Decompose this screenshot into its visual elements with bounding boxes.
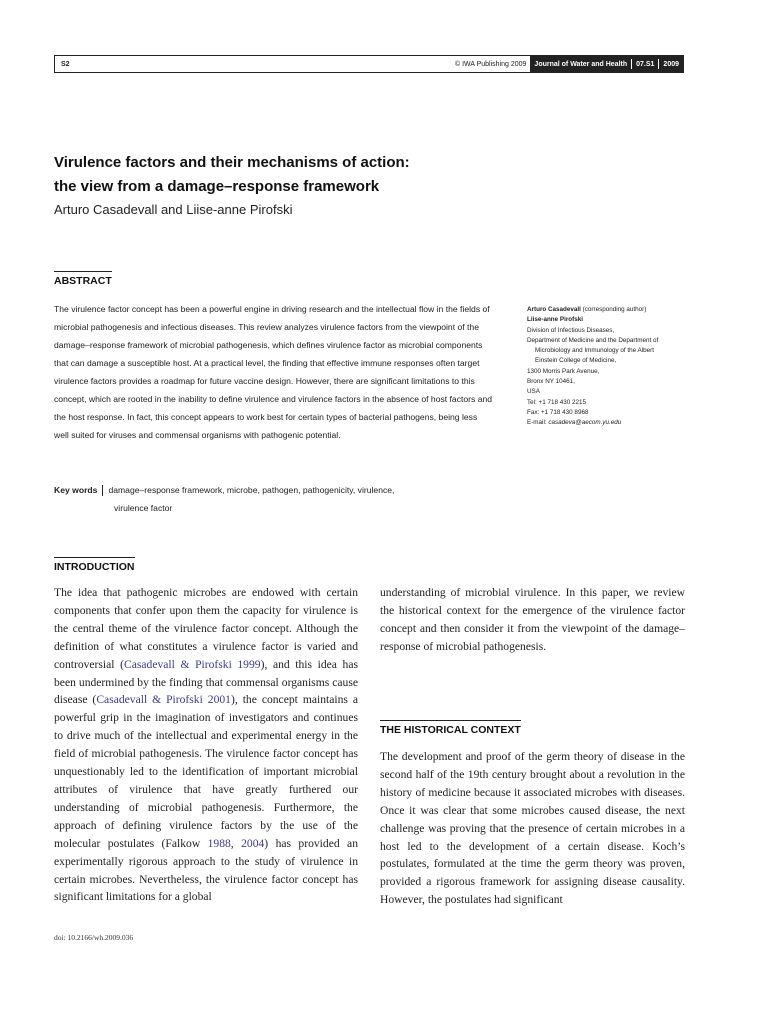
keywords [54, 481, 494, 517]
body-text: , [230, 836, 242, 850]
keywords-line-1: damage–response framework, microbe, pathogen, pathogenicity, virulence, [108, 485, 395, 495]
affil-line: USA [527, 388, 540, 396]
body-text: The idea that pathogenic microbes are endowed with certain components that confer upon them the capacity for virulence is the central theme of the virulence factor concept. Although the definition of what constitutes a virulence factor is varied and controversial ( [54, 586, 358, 671]
separator [102, 485, 103, 496]
historical-context-text: The development and proof of the germ theory of disease in the second half of the 19th century brought about a revolution in the history of medicine because it associated microbes with diseases. Once it was clear that some microbes caused disease, the next challenge was proving that the presence of certain microbes in a host led to the development of a certain disease. Koch’s postulates, formulated at the time the germ theory was proven, provided a rigorous framework for assigning disease causality. However, the postulates had significant [380, 750, 685, 907]
body-text: ), the concept maintains a powerful grip in the imagination of investigators and continues to drive much of the intellectual and experimental energy in the field of microbial pathogenesis. The virulence factor concept has unquestionably led to the identification of important microbial attributes of virulence that have greatly furthered our understanding of microbial pathogenesis. Furthermore, the approach of defining virulence factors by the use of the molecular postulates (Falkow [54, 693, 359, 850]
title-line-2: the view from a damage–response framework [54, 178, 380, 195]
body-text: ), and this idea has been undermined by the finding that commensal organisms cause disease ( [54, 657, 358, 707]
keywords-label: Key words [54, 485, 98, 495]
abstract-heading: ABSTRACT [54, 271, 112, 287]
author-list: Arturo Casadevall and Liise-anne Pirofski [54, 202, 293, 217]
affil-line: Division of Infectious Diseases, [527, 326, 615, 334]
affil-fax: Fax: +1 718 430 8968 [527, 408, 589, 416]
running-header [54, 55, 684, 73]
journal-volume: 07.S1 [636, 60, 655, 68]
separator [631, 59, 632, 69]
page-number: S2 [61, 60, 70, 68]
affil-line: Einstein College of Medicine, [535, 357, 617, 365]
separator [658, 59, 659, 69]
journal-year: 2009 [663, 60, 679, 68]
abstract-text: The virulence factor concept has been a powerful engine in driving research and the intellectual flow in the fields of microbial pathogenesis and infectious diseases. This review analyzes virulence factors from the viewpoint of the damage–response framework of microbial pathogenesis, which defines virulence factor as microbial components that can damage a susceptible host. At a practical level, the finding that effective immune responses often target virulence factors provides a roadmap for future vaccine design. However, there are significant limitations to this concept, which are rooted in the inability to define virulence and virulence factors in the absence of host factors and the host response. In fact, this concept appears to work best for certain types of bacterial pathogens, being less well suited for viruses and commensal organisms with pathogenic potential. [54, 304, 493, 440]
citation-link[interactable]: 2004 [241, 836, 265, 850]
citation-link[interactable]: 1988 [207, 836, 231, 850]
affil-line: Department of Medicine and the Department of [527, 336, 659, 344]
affil-email[interactable]: casadeva@aecom.yu.edu [548, 419, 622, 427]
keywords-line-2: virulence factor [114, 503, 173, 513]
citation-link[interactable]: Casadevall & Pirofski 1999 [123, 657, 261, 671]
affil-tel: Tel: +1 718 430 2215 [527, 398, 586, 406]
journal-name: Journal of Water and Health [534, 60, 628, 68]
article-title [54, 151, 614, 199]
title-line-1: Virulence factors and their mechanisms of action: [54, 154, 410, 171]
introduction-text-continued: understanding of microbial virulence. In this paper, we review the historical context for the emergence of the virulence factor concept and then consider it from the viewpoint of the damage–response of microbial pathogenesis. [380, 586, 685, 653]
affil-email-label: E-mail: [527, 419, 549, 427]
copyright-notice: © IWA Publishing 2009 [454, 60, 527, 68]
historical-context-heading: THE HISTORICAL CONTEXT [380, 720, 521, 736]
author-affiliation [527, 305, 697, 429]
affil-author-1: Arturo Casadevall [527, 306, 581, 313]
introduction-heading: INTRODUCTION [54, 557, 135, 573]
affil-line: Microbiology and Immunology of the Albert [535, 347, 655, 355]
citation-link[interactable]: Casadevall & Pirofski 2001 [96, 693, 231, 707]
introduction-text [54, 584, 358, 906]
body-text: ) has provided an experimentally rigorous approach to the study of virulence in certain microbes. Nevertheless, the virulence factor concept has significant limitations for a global [54, 836, 359, 904]
journal-badge [530, 56, 683, 72]
affil-author-2: Liise-anne Pirofski [527, 316, 583, 324]
doi: doi: 10.2166/wh.2009.036 [54, 933, 134, 942]
affil-line: Bronx NY 10461, [527, 378, 575, 386]
affil-author-1-note: (corresponding author) [580, 306, 647, 313]
affil-line: 1300 Morris Park Avenue, [527, 367, 600, 375]
